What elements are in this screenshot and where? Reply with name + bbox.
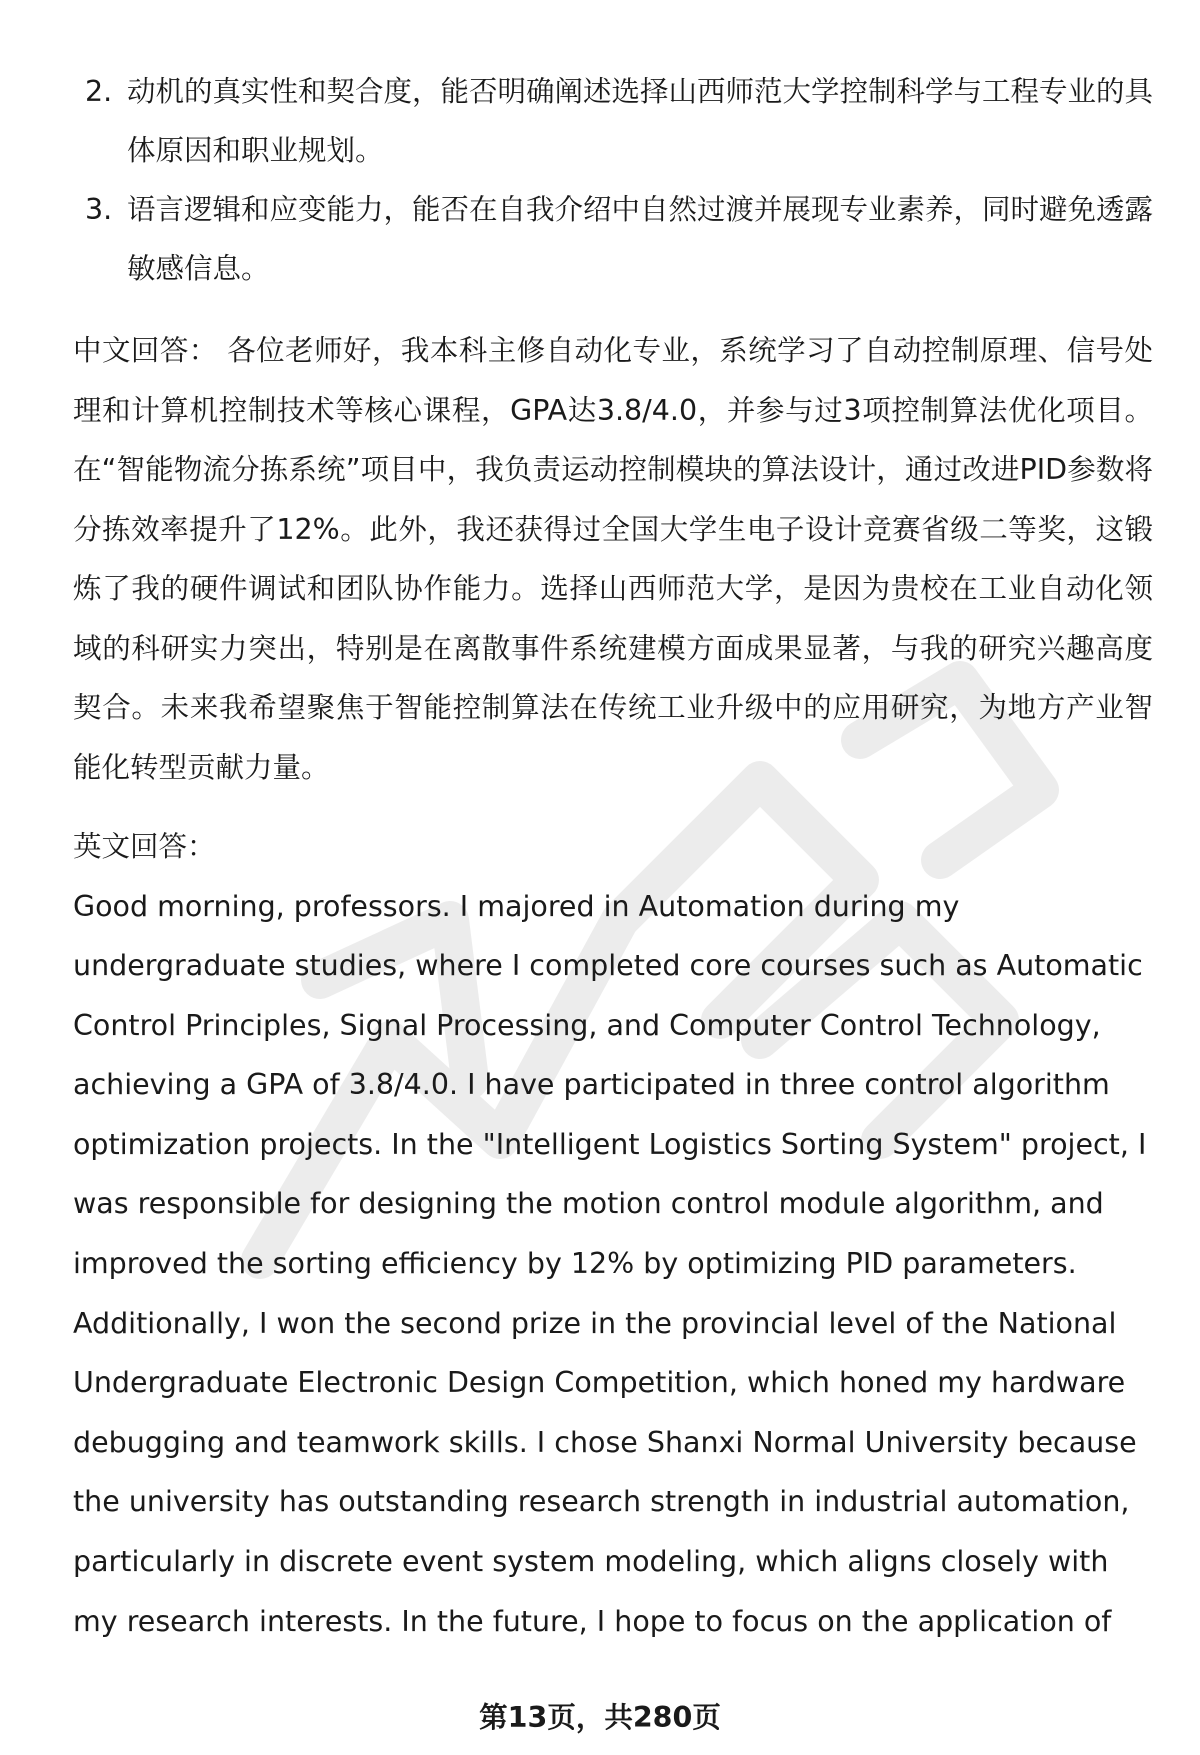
english-answer-label: 英文回答： bbox=[73, 830, 216, 863]
criteria-text: 语言逻辑和应变能力，能否在自我介绍中自然过渡并展现专业素养，同时避免透露敏感信息。 bbox=[127, 193, 1154, 285]
criteria-text: 动机的真实性和契合度，能否明确阐述选择山西师范大学控制科学与工程专业的具体原因和职业规划。 bbox=[127, 75, 1154, 167]
chinese-answer bbox=[73, 321, 1153, 797]
chinese-answer-text: 各位老师好，我本科主修自动化专业，系统学习了自动控制原理、信号处理和计算机控制技术等核心课程，GPA达3.8/4.0，并参与过3项控制算法优化项目。在“智能物流分拣系统”项目中，我负责运动控制模块的算法设计，通过改进PID参数将分拣效率提升了12%。此外，我还获得过全国大学生电子设计竞赛省级二等奖，这锻炼了我的硬件调试和团队协作能力。选择山西师范大学，是因为贵校在工业自动化领域的科研实力突出，特别是在离散事件系统建模方面成果显著，与我的研究兴趣高度契合。未来我希望聚焦于智能控制算法在传统工业升级中的应用研究，为地方产业智能化转型贡献力量。 bbox=[73, 334, 1153, 784]
criteria-item bbox=[73, 180, 1153, 298]
main-content bbox=[73, 62, 1153, 1651]
page-footer: 第13页，共280页 bbox=[479, 1701, 721, 1734]
criteria-number: 2. bbox=[85, 75, 113, 108]
english-answer-text: Good morning, professors. I majored in Automation during my undergraduate studies, where I completed core courses such as Automatic Control Principles, Signal Processing, and Computer Control Technology, achieving a GPA of 3.8/4.0. I have participated in three control algorithm optimization projects. In the "Intelligent Logistics Sorting System" project, I was responsible for designing the motion control module algorithm, and improved the sorting efficiency by 12% by optimizing PID parameters. Additionally, I won the second prize in the provincial level of the National Undergraduate Electronic Design Competition, which honed my hardware debugging and teamwork skills. I chose Shanxi Normal University because the university has outstanding research strength in industrial automation, particularly in discrete event system modeling, which aligns closely with my research interests. In the future, I hope to focus on the application of bbox=[73, 889, 1147, 1638]
criteria-list bbox=[73, 62, 1153, 298]
criteria-number: 3. bbox=[85, 193, 113, 226]
chinese-answer-label: 中文回答： bbox=[73, 334, 218, 367]
criteria-item bbox=[73, 62, 1153, 180]
